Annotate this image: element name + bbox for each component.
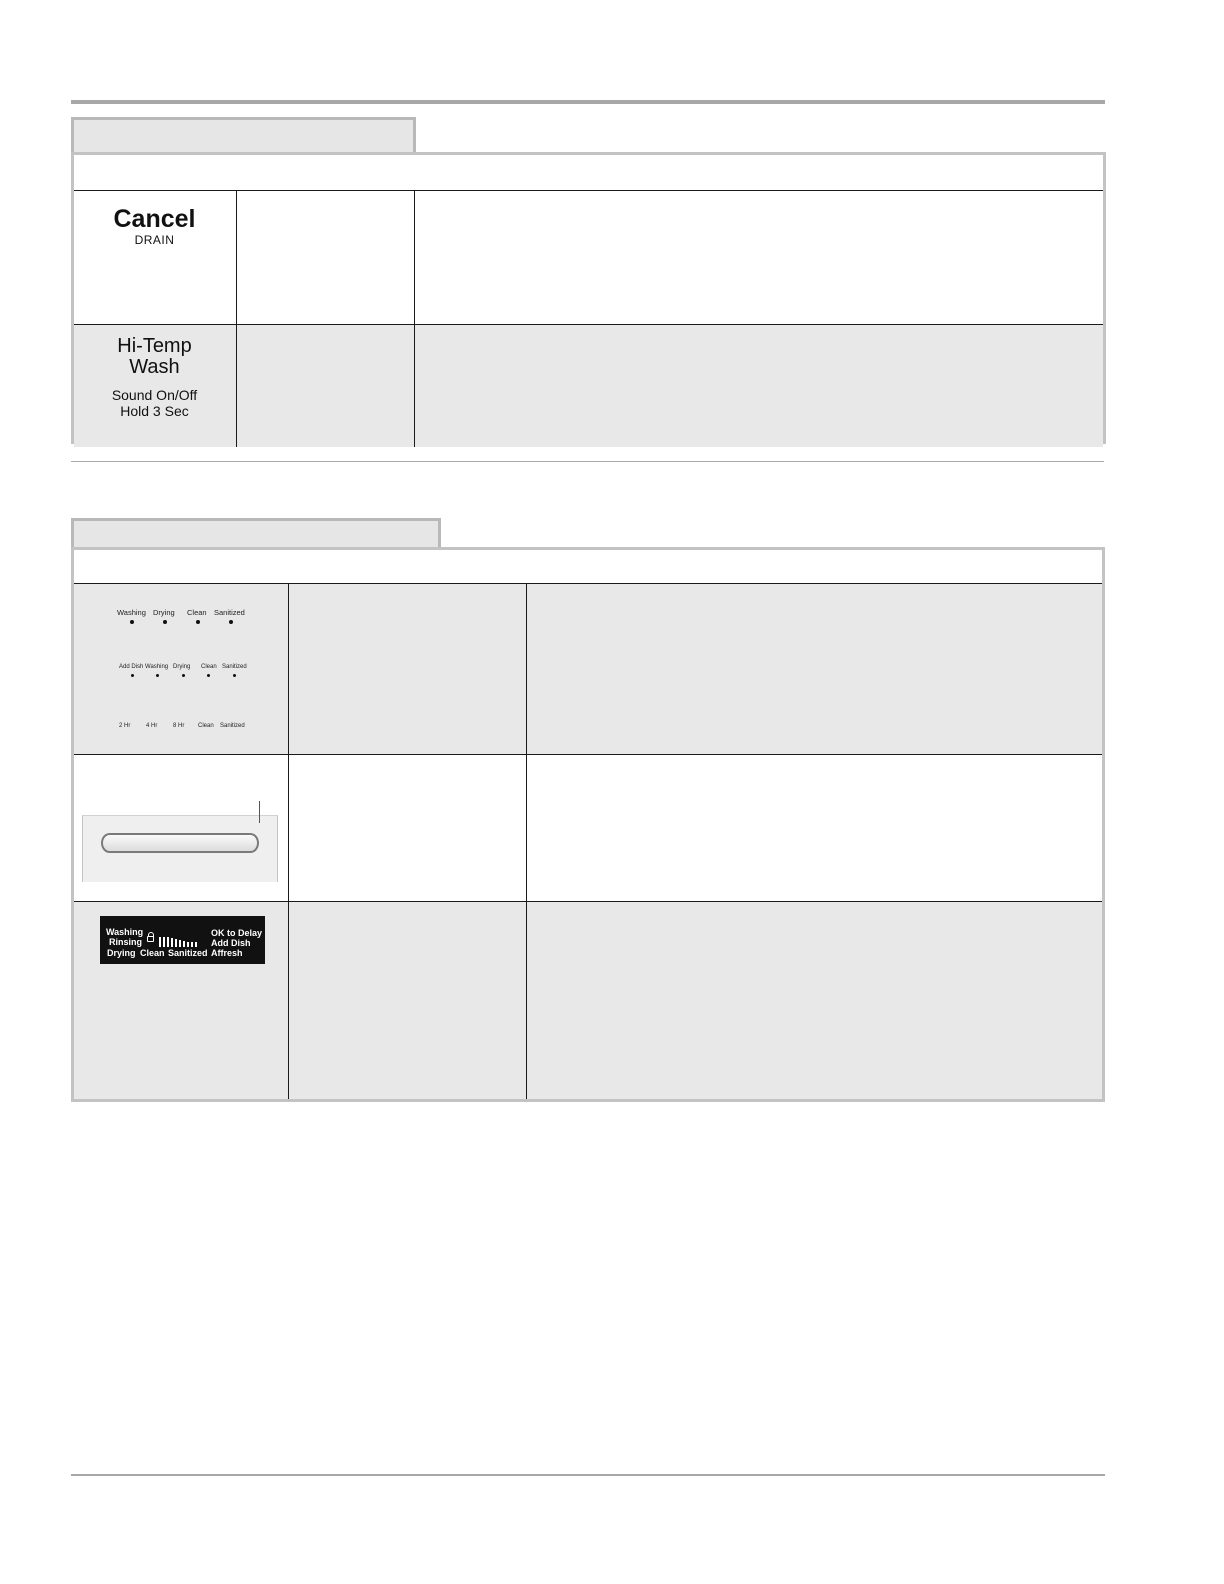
status-display xyxy=(100,916,265,964)
column-divider xyxy=(526,584,527,754)
indicator-light xyxy=(156,674,159,677)
indicator-clean: Clean xyxy=(201,664,217,670)
section2-tab xyxy=(71,518,441,550)
hi-temp-line: Hi-Temp xyxy=(117,335,192,357)
table-row xyxy=(74,584,1102,755)
lock-icon xyxy=(147,936,154,942)
display-ok-to-delay: OK to Delay xyxy=(211,928,263,938)
display-clean: Clean xyxy=(140,948,165,958)
section-divider xyxy=(71,461,1104,462)
indicator-sanitized: Sanitized xyxy=(220,723,245,729)
section2-table xyxy=(71,547,1105,1102)
display-drying: Drying xyxy=(107,948,136,958)
door-handle-image xyxy=(82,815,278,882)
wash-line: Wash xyxy=(129,356,180,378)
indicator-4-hr: 4 Hr xyxy=(146,723,158,729)
table-row xyxy=(74,191,1103,325)
table-row xyxy=(74,755,1102,902)
section1-tab xyxy=(71,117,416,155)
column-divider xyxy=(288,584,289,754)
column-divider xyxy=(236,325,237,447)
indicator-clean: Clean xyxy=(187,608,207,617)
indicator-light xyxy=(130,620,134,624)
section1-header-row xyxy=(74,155,1103,191)
indicator-washing: Washing xyxy=(145,664,169,670)
indicator-light xyxy=(196,620,200,624)
sound-on-off-line: Sound On/Off xyxy=(111,387,198,403)
indicator-light xyxy=(131,674,134,677)
indicator-light xyxy=(207,674,210,677)
door-handle xyxy=(101,833,259,853)
table-row xyxy=(74,902,1102,1099)
progress-bars-icon xyxy=(159,937,197,947)
hold-3-sec-line: Hold 3 Sec xyxy=(120,403,189,419)
indicator-light xyxy=(229,620,233,624)
display-sanitized: Sanitized xyxy=(168,948,208,958)
display-rinsing: Rinsing xyxy=(109,937,142,947)
indicator-add-dish: Add Dish xyxy=(119,664,144,670)
indicator-sanitized: Sanitized xyxy=(222,664,247,670)
indicator-light xyxy=(182,674,185,677)
indicator-drying: Drying xyxy=(153,608,175,617)
display-affresh: Affresh xyxy=(211,948,243,958)
display-add-dish: Add Dish xyxy=(211,938,251,948)
sound-toggle-label xyxy=(74,387,235,419)
indicator-light xyxy=(163,620,167,624)
indicator-washing: Washing xyxy=(117,608,146,617)
column-divider xyxy=(526,755,527,901)
indicator-8-hr: 8 Hr xyxy=(173,723,185,729)
drain-label: DRAIN xyxy=(134,233,175,247)
indicator-2-hr: 2 Hr xyxy=(119,723,131,729)
hi-temp-wash-label xyxy=(74,336,235,378)
footer-rule xyxy=(71,1474,1105,1476)
indicator-marker xyxy=(259,801,260,823)
display-washing: Washing xyxy=(106,927,144,937)
table-row xyxy=(74,325,1103,447)
indicator-light xyxy=(233,674,236,677)
column-divider xyxy=(288,755,289,901)
indicator-sanitized: Sanitized xyxy=(214,608,245,617)
column-divider xyxy=(526,902,527,1099)
top-rule xyxy=(71,100,1105,104)
indicator-clean: Clean xyxy=(198,723,214,729)
column-divider xyxy=(288,902,289,1099)
column-divider xyxy=(236,191,237,324)
indicator-drying: Drying xyxy=(173,664,191,670)
cancel-button-label: Cancel xyxy=(113,205,196,233)
column-divider xyxy=(414,325,415,447)
section2-header-row xyxy=(74,550,1102,584)
column-divider xyxy=(414,191,415,324)
section1-table xyxy=(71,152,1106,444)
